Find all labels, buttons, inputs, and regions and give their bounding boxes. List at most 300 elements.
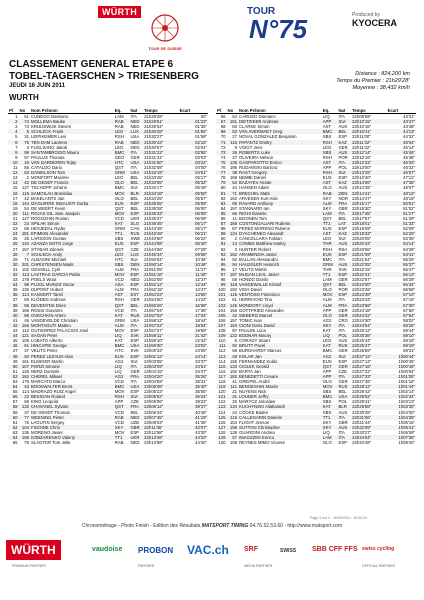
cell-nation: SWE: [130, 236, 141, 242]
cell-gap: 21'43": [179, 333, 208, 338]
cell-team: LIQ: [322, 333, 338, 338]
cell-place: 33: [12, 277, 18, 283]
cell-gap: 46'57": [387, 170, 416, 175]
cell-time: 22h27'46": [352, 378, 372, 384]
cell-bib: 118: [226, 282, 238, 287]
cell-gap: 11'48": [179, 272, 208, 277]
cell-nation: ESP: [130, 389, 140, 395]
cell-nation: GER: [338, 307, 348, 313]
cell-team: AG2: [322, 354, 338, 359]
cell-bib: 145: [226, 303, 238, 308]
cell-gap: 02'15": [179, 140, 208, 145]
cell-place: 122: [218, 399, 226, 405]
cell-place: 35: [12, 287, 18, 293]
cell-nation: GER: [338, 144, 348, 150]
cell-place: 22: [8, 221, 18, 226]
cell-team: AST: [114, 292, 130, 297]
cell-time: 21h46'34": [143, 252, 179, 257]
cell-name: DYACHENKO Alexandr: [238, 231, 322, 236]
cell-gap: 40'46": [195, 409, 207, 415]
cell-name: FLIGHT Jenson: [238, 419, 270, 425]
cell-name: WEENING Pieter: [30, 415, 114, 420]
cell-team: ALM: [114, 266, 124, 272]
cell-time: 21h44'56": [144, 246, 164, 252]
cell-bib: 8: [234, 144, 237, 150]
cell-place: 129: [216, 435, 226, 440]
cell-place: 3: [15, 124, 18, 130]
cell-bib: 115: [226, 292, 238, 297]
race-meta: [300, 71, 410, 92]
cell-name: SCHLECK Andy: [30, 252, 114, 257]
cell-nation: BEL: [130, 409, 139, 415]
cell-name: ARVESEN Kurt Asle: [238, 195, 278, 201]
cell-place: 44: [8, 333, 18, 338]
cell-gap: 48'19": [403, 195, 415, 201]
cell-time: 21h31'50": [143, 160, 179, 165]
cell-place: 120: [218, 389, 226, 395]
cell-gap: 03'22": [179, 160, 208, 165]
cell-place: 88: [220, 226, 226, 232]
cell-gap: 06'21": [179, 231, 208, 236]
cell-gap: 19'59": [195, 328, 207, 334]
cell-name: FERNANDEZ Koldo: [238, 358, 278, 364]
cell-name: SANTAMBROGIO Mauro: [30, 150, 114, 155]
cell-time: 22h20'56": [352, 246, 372, 252]
cell-place: 55: [12, 389, 18, 395]
cell-team: VCD: [114, 419, 124, 425]
cell-name: RUDAWSKI Bartosz: [238, 165, 278, 171]
cell-time: 22h24'18": [352, 307, 372, 313]
cell-name: LOUDER Jeffry: [238, 394, 322, 399]
cell-name: REYNES MIMO Vicente: [238, 440, 285, 446]
cell-gap: 06'09": [195, 215, 207, 221]
cell-gap: 1h05'16": [398, 419, 415, 425]
cell-bib: 104: [18, 425, 30, 430]
cell-bib: 186: [18, 435, 30, 440]
cell-place: 52: [8, 374, 18, 379]
cell-bib: 121: [18, 333, 30, 338]
premium-partner-label: PREMIUM PARTNER: [12, 564, 46, 568]
cell-nation: FRA: [130, 287, 140, 293]
cell-place: 84: [220, 205, 226, 211]
cell-team: OLO: [114, 195, 124, 201]
cell-time: 22h15'17": [351, 201, 387, 206]
cell-nation: SLO: [129, 221, 143, 226]
cell-time: 21h59'30": [143, 343, 179, 348]
cell-nation: ESP: [130, 429, 140, 435]
cell-name: HAUSSLER Heinrich: [238, 262, 322, 267]
cell-time: 21h35'33": [143, 211, 179, 216]
cell-name: CHEREL Mikael: [30, 374, 114, 379]
wurth-logo: WÜRTH: [98, 6, 141, 18]
cell-gap: 14'22": [195, 297, 207, 303]
cell-time: 22h11'32": [351, 140, 387, 145]
cell-gap: 01'59": [195, 134, 207, 140]
cell-gap: 05'32": [179, 180, 208, 185]
cell-nation: ITA: [338, 297, 345, 303]
cell-bib: 166: [18, 323, 30, 328]
cell-gap: 1h08'20": [398, 440, 415, 446]
cell-gap: 02'04": [195, 144, 207, 150]
cell-name: SIEBERG Marcel: [238, 313, 322, 318]
cell-team: SKY: [322, 425, 338, 430]
cell-place: 39: [12, 307, 18, 313]
cell-nation: CZE: [130, 246, 140, 252]
cell-gap: 57'54": [387, 313, 416, 318]
cell-gap: 12'47": [195, 287, 207, 293]
cell-name: OVECHKIN Artem: [30, 313, 114, 318]
cell-place: 96: [220, 266, 226, 272]
cell-bib: 114: [22, 389, 29, 395]
cell-gap: 45'04": [387, 140, 416, 145]
cell-team: QST: [114, 165, 124, 171]
cell-bib: 112: [22, 328, 29, 334]
cell-time: 22h31'06": [351, 415, 387, 420]
cell-nation: AUS: [337, 425, 351, 430]
cell-time: 21h50'04": [144, 256, 164, 262]
cell-team: VCD: [114, 215, 124, 221]
cell-bib: 86: [18, 313, 30, 318]
cell-gap: 04'00": [195, 165, 207, 171]
cell-place: 24: [8, 231, 18, 236]
cell-team: BMC: [114, 150, 130, 155]
cell-nation: BEL: [338, 215, 347, 221]
cell-name: CHRISTENSEN Mads: [30, 262, 114, 267]
cell-bib: 65: [24, 399, 29, 405]
cell-bib: 98: [18, 282, 30, 287]
cell-name: KANGERT Tanel: [30, 292, 114, 297]
cell-nation: AUS: [338, 185, 348, 191]
cell-place: 67: [216, 119, 226, 124]
cell-nation: DEN: [337, 191, 351, 196]
cell-gap: 22'42": [195, 338, 207, 344]
cell-time: 22h05'06": [144, 399, 164, 405]
cell-bib: 105: [21, 338, 29, 344]
cell-bib: 136: [21, 287, 29, 293]
cell-time: 22h11'00": [352, 134, 371, 140]
cell-place: 68: [220, 124, 226, 130]
cell-bib: 127: [21, 185, 29, 191]
cell-time: 22h20'05": [352, 236, 372, 242]
cell-place: 9: [15, 154, 18, 160]
cell-team: BMC: [322, 348, 333, 354]
cell-nation: KAZ: [337, 140, 351, 145]
cell-time: 22h30'28": [352, 409, 372, 415]
cell-place: 102: [218, 297, 226, 303]
cell-team: APP: [114, 399, 124, 405]
cell-bib: 27: [232, 134, 237, 140]
cell-place: 51: [12, 368, 18, 374]
cell-name: GUTIERREZ PALACIOS José: [30, 328, 89, 334]
cell-nation: ESP: [129, 241, 143, 246]
cell-bib: 102: [21, 266, 29, 272]
cell-nation: NED: [130, 277, 140, 283]
cell-place: 60: [8, 415, 18, 420]
cell-nation: DEN: [129, 262, 143, 267]
cell-gap: 52'26": [387, 231, 416, 236]
cell-bib: 7: [18, 252, 30, 257]
cell-time: 22h12'16": [352, 154, 372, 160]
official-partner-label: OFFICIAL PARTNER: [362, 564, 395, 568]
cell-time: 21h52'05": [144, 277, 164, 283]
cell-name: KUCHYNSKI Aliaksandr: [238, 404, 322, 409]
cell-nation: SUI: [129, 394, 143, 399]
cell-time: 22h28'12": [351, 384, 387, 389]
cell-gap: 35'31": [195, 378, 207, 384]
cell-place: 38: [8, 303, 18, 308]
cell-time: 22h10'15": [351, 119, 387, 124]
cell-nation: BLR: [337, 404, 351, 409]
cell-place: 50: [8, 364, 18, 369]
cell-nation: ITA: [130, 378, 137, 384]
cell-time: 22h27'33": [351, 374, 387, 379]
cell-time: 22h25'47": [351, 343, 387, 348]
cell-name: MONDORY Lloyd: [238, 303, 322, 308]
cell-team: LEO: [322, 236, 332, 242]
cell-time: 22h23'00": [351, 282, 387, 287]
cell-place: 93: [216, 252, 226, 257]
cell-team: QST: [114, 246, 124, 252]
cell-place: 103: [216, 303, 226, 308]
cell-bib: 87: [232, 328, 237, 334]
cell-bib: 115: [226, 415, 238, 420]
cell-team: RAB: [322, 191, 338, 196]
cell-nation: GER: [338, 348, 348, 354]
cell-nation: ITA: [129, 323, 143, 328]
cell-name: HUNTER Robert: [238, 246, 271, 252]
cell-name: VAN GARDEREN Tejay: [30, 160, 114, 165]
cell-nation: SVK: [129, 333, 143, 338]
cell-team: SBS: [322, 409, 332, 415]
cell-name: NOVAL GONZALEZ Benjamin: [238, 134, 297, 140]
cell-name: IZAGUIRRE INSAUSTI Gorka: [30, 201, 114, 206]
cell-name: VANDEVELDE Christian: [30, 317, 78, 323]
cell-team: VCD: [114, 409, 124, 415]
column-header-bib: No: [18, 108, 30, 114]
cell-bib: 107: [18, 364, 30, 369]
cell-team: EUS: [322, 226, 332, 232]
cell-team: OLO: [322, 313, 338, 318]
cell-place: 82: [220, 195, 226, 201]
cell-time: 22h27'13": [352, 358, 372, 364]
cell-name: DIETZIKER Andreas: [238, 119, 322, 124]
cell-nation: ESP: [130, 338, 140, 344]
cell-bib: 54: [24, 205, 29, 211]
cell-name: STANNARD Ian: [238, 205, 270, 211]
cell-nation: AUS: [338, 124, 348, 130]
cell-team: THR: [322, 266, 332, 272]
cell-bib: 114: [18, 292, 30, 297]
cell-time: 22h25'38": [351, 333, 387, 338]
cell-nation: ITA: [338, 328, 345, 334]
cell-gap: 48'07": [403, 185, 415, 191]
cell-nation: ESP: [129, 272, 143, 277]
cell-place: 127: [216, 425, 226, 430]
cell-place: 47: [12, 348, 18, 354]
cell-place: 32: [8, 272, 18, 277]
cell-bib: 113: [18, 272, 30, 277]
cell-name: GESSELL Cyril: [30, 266, 61, 272]
cell-team: QST: [322, 215, 332, 221]
cell-nation: ESP: [338, 440, 348, 446]
cell-time: 21h35'37": [144, 215, 164, 221]
cell-team: RSH: [114, 297, 124, 303]
cell-gap: 1h05'41": [387, 425, 416, 430]
cell-name: NERZ Dominik: [30, 368, 60, 374]
cell-place: 54: [8, 384, 18, 389]
cell-nation: BEL: [129, 303, 143, 308]
cell-time: 22h23'43": [352, 297, 372, 303]
cell-gap: 1h00'48": [387, 364, 416, 369]
cell-team: LEO: [114, 144, 124, 150]
cell-team: EUS: [322, 252, 338, 257]
cell-name: RAST Gregory: [238, 170, 322, 175]
cell-nation: ESP: [338, 134, 348, 140]
cell-name: KOLAR Jan: [238, 354, 322, 359]
cell-name: NUYENS Nick: [238, 389, 267, 395]
cell-place: 31: [12, 266, 18, 272]
cell-bib: 37: [24, 409, 29, 415]
cell-nation: NED: [129, 415, 143, 420]
cell-team: RAB: [114, 124, 124, 130]
cell-place: 105: [216, 313, 226, 318]
cell-name: SLAGTER Tom Jelte: [30, 440, 71, 446]
cell-team: APP: [322, 165, 332, 171]
cell-bib: 162: [18, 374, 30, 379]
cell-nation: ESP: [129, 211, 143, 216]
cell-bib: 42: [18, 180, 30, 185]
cell-bib: 64: [232, 114, 237, 120]
cell-time: 22h25'44": [352, 338, 372, 344]
cell-time: 21h43'50": [144, 236, 164, 242]
cell-team: VCD: [114, 307, 124, 313]
cell-bib: 68: [232, 348, 237, 354]
cell-name: PORZI Simone: [30, 364, 114, 369]
cell-bib: 3: [234, 246, 237, 252]
cell-team: HTC: [114, 348, 124, 354]
column-header-team: Eq.: [322, 108, 338, 114]
cell-place: 19: [12, 205, 18, 211]
cell-gap: 39'37": [179, 404, 208, 409]
cell-name: VIGH David: [238, 287, 262, 293]
page-info: Page 1 sur 2 - 16/06/2011 - 18:02:24: [310, 516, 367, 520]
cell-time: 21h35'05": [143, 201, 179, 206]
cell-time: 22h10'41": [351, 129, 387, 134]
cell-time: 22h06'12": [143, 404, 179, 409]
cell-bib: 16: [18, 160, 30, 165]
cell-time: 21h43'49": [143, 231, 179, 236]
cell-gap: 05'57": [195, 195, 207, 201]
cell-nation: ITA: [130, 307, 137, 313]
sponsor-vac-logo: VAC.ch: [187, 543, 229, 557]
cell-name: SAGAN Peter: [30, 333, 114, 338]
cell-bib: 77: [18, 415, 30, 420]
cell-team: HTC: [114, 256, 124, 262]
cell-name: LASTRAS GARCIA Pablo: [30, 272, 114, 277]
cell-time: 22h13'25": [351, 170, 387, 175]
cell-gap: 43'31": [403, 114, 415, 120]
cell-team: SBS: [322, 134, 332, 140]
cell-team: LEO: [322, 144, 332, 150]
cell-team: BMC: [114, 384, 130, 389]
cell-time: 21h56'26": [143, 303, 179, 308]
footer-text: Chronométrage - Photo Finish - Edition des Résultats: [81, 523, 201, 529]
cell-place: 58: [8, 404, 18, 409]
cell-team: BMC: [114, 343, 130, 348]
cell-time: 22h22'15": [352, 266, 372, 272]
cell-team: KAT: [114, 221, 130, 226]
cell-team: LAM: [322, 435, 338, 440]
results-table-right: [216, 108, 416, 445]
cell-place: 118: [218, 378, 226, 384]
cell-name: BARTA Jan: [238, 368, 261, 374]
cell-gap: 50'51": [387, 201, 416, 206]
cell-nation: ITA: [337, 435, 351, 440]
cell-gap: 34'51": [179, 364, 208, 369]
cell-gap: 1h02'14": [398, 389, 415, 395]
cell-time: 21h34'17": [144, 185, 164, 191]
cell-team: MOV: [114, 429, 125, 435]
cell-gap: 1h01'05": [387, 374, 416, 379]
cell-bib: 56: [24, 297, 29, 303]
cell-nation: FRA: [129, 404, 143, 409]
cell-name: MONTAGUTI Matteo: [30, 323, 114, 328]
cell-team: AST: [322, 124, 332, 130]
cell-place: 73: [216, 150, 226, 155]
cell-gap: 47'38": [387, 180, 416, 185]
cell-place: 71: [216, 140, 226, 145]
cell-team: OLO: [322, 185, 332, 191]
cell-gap: 51'29": [403, 215, 415, 221]
cell-nation: USA: [130, 317, 140, 323]
cell-bib: 53: [226, 129, 238, 134]
cell-time: 22h25'12": [352, 328, 372, 334]
cell-name: BESIGAN Roland: [30, 394, 114, 399]
cell-name: FIGOINE Chris: [30, 425, 114, 430]
cell-gap: 54'41": [387, 252, 416, 257]
cell-nation: ESP: [338, 358, 348, 364]
cell-time: 21h51'16": [143, 272, 179, 277]
cell-time: 22h29'02": [351, 394, 387, 399]
cell-team: RSH: [322, 246, 332, 252]
cell-team: QST: [114, 303, 130, 308]
cell-team: EUS: [322, 175, 332, 181]
cell-bib: 21: [232, 389, 237, 395]
cell-time: 22h03'05": [144, 358, 164, 364]
cell-time: 22h10'16": [352, 124, 372, 130]
cell-gap: 06'00": [195, 205, 207, 211]
cell-place: 74: [220, 154, 226, 160]
cell-name: DEVENYNS Dries: [30, 303, 114, 308]
cell-nation: AUS: [338, 338, 348, 344]
cell-gap: 05'50": [179, 191, 208, 196]
cell-bib: 195: [229, 165, 237, 171]
cell-nation: ESP: [129, 201, 143, 206]
cell-name: RAVARD Anthony: [238, 201, 322, 206]
cell-bib: 3: [26, 144, 29, 150]
cell-time: 21h31'31": [144, 154, 164, 160]
cell-nation: SUI: [338, 236, 346, 242]
cell-time: 21h33'45": [144, 175, 164, 181]
cell-bib: 197: [229, 205, 237, 211]
cell-nation: USA: [130, 134, 140, 140]
stage-title: TOBEL-TAGERSCHEN > TRIESENBERG: [9, 71, 199, 82]
cell-place: 6: [8, 140, 18, 145]
cell-time: 22h13'40": [352, 175, 372, 181]
cell-name: VENTOSO Francisco: [238, 292, 322, 297]
cell-time: 21h59'10": [144, 338, 164, 344]
cell-name: ELMIGER Martin: [30, 358, 64, 364]
